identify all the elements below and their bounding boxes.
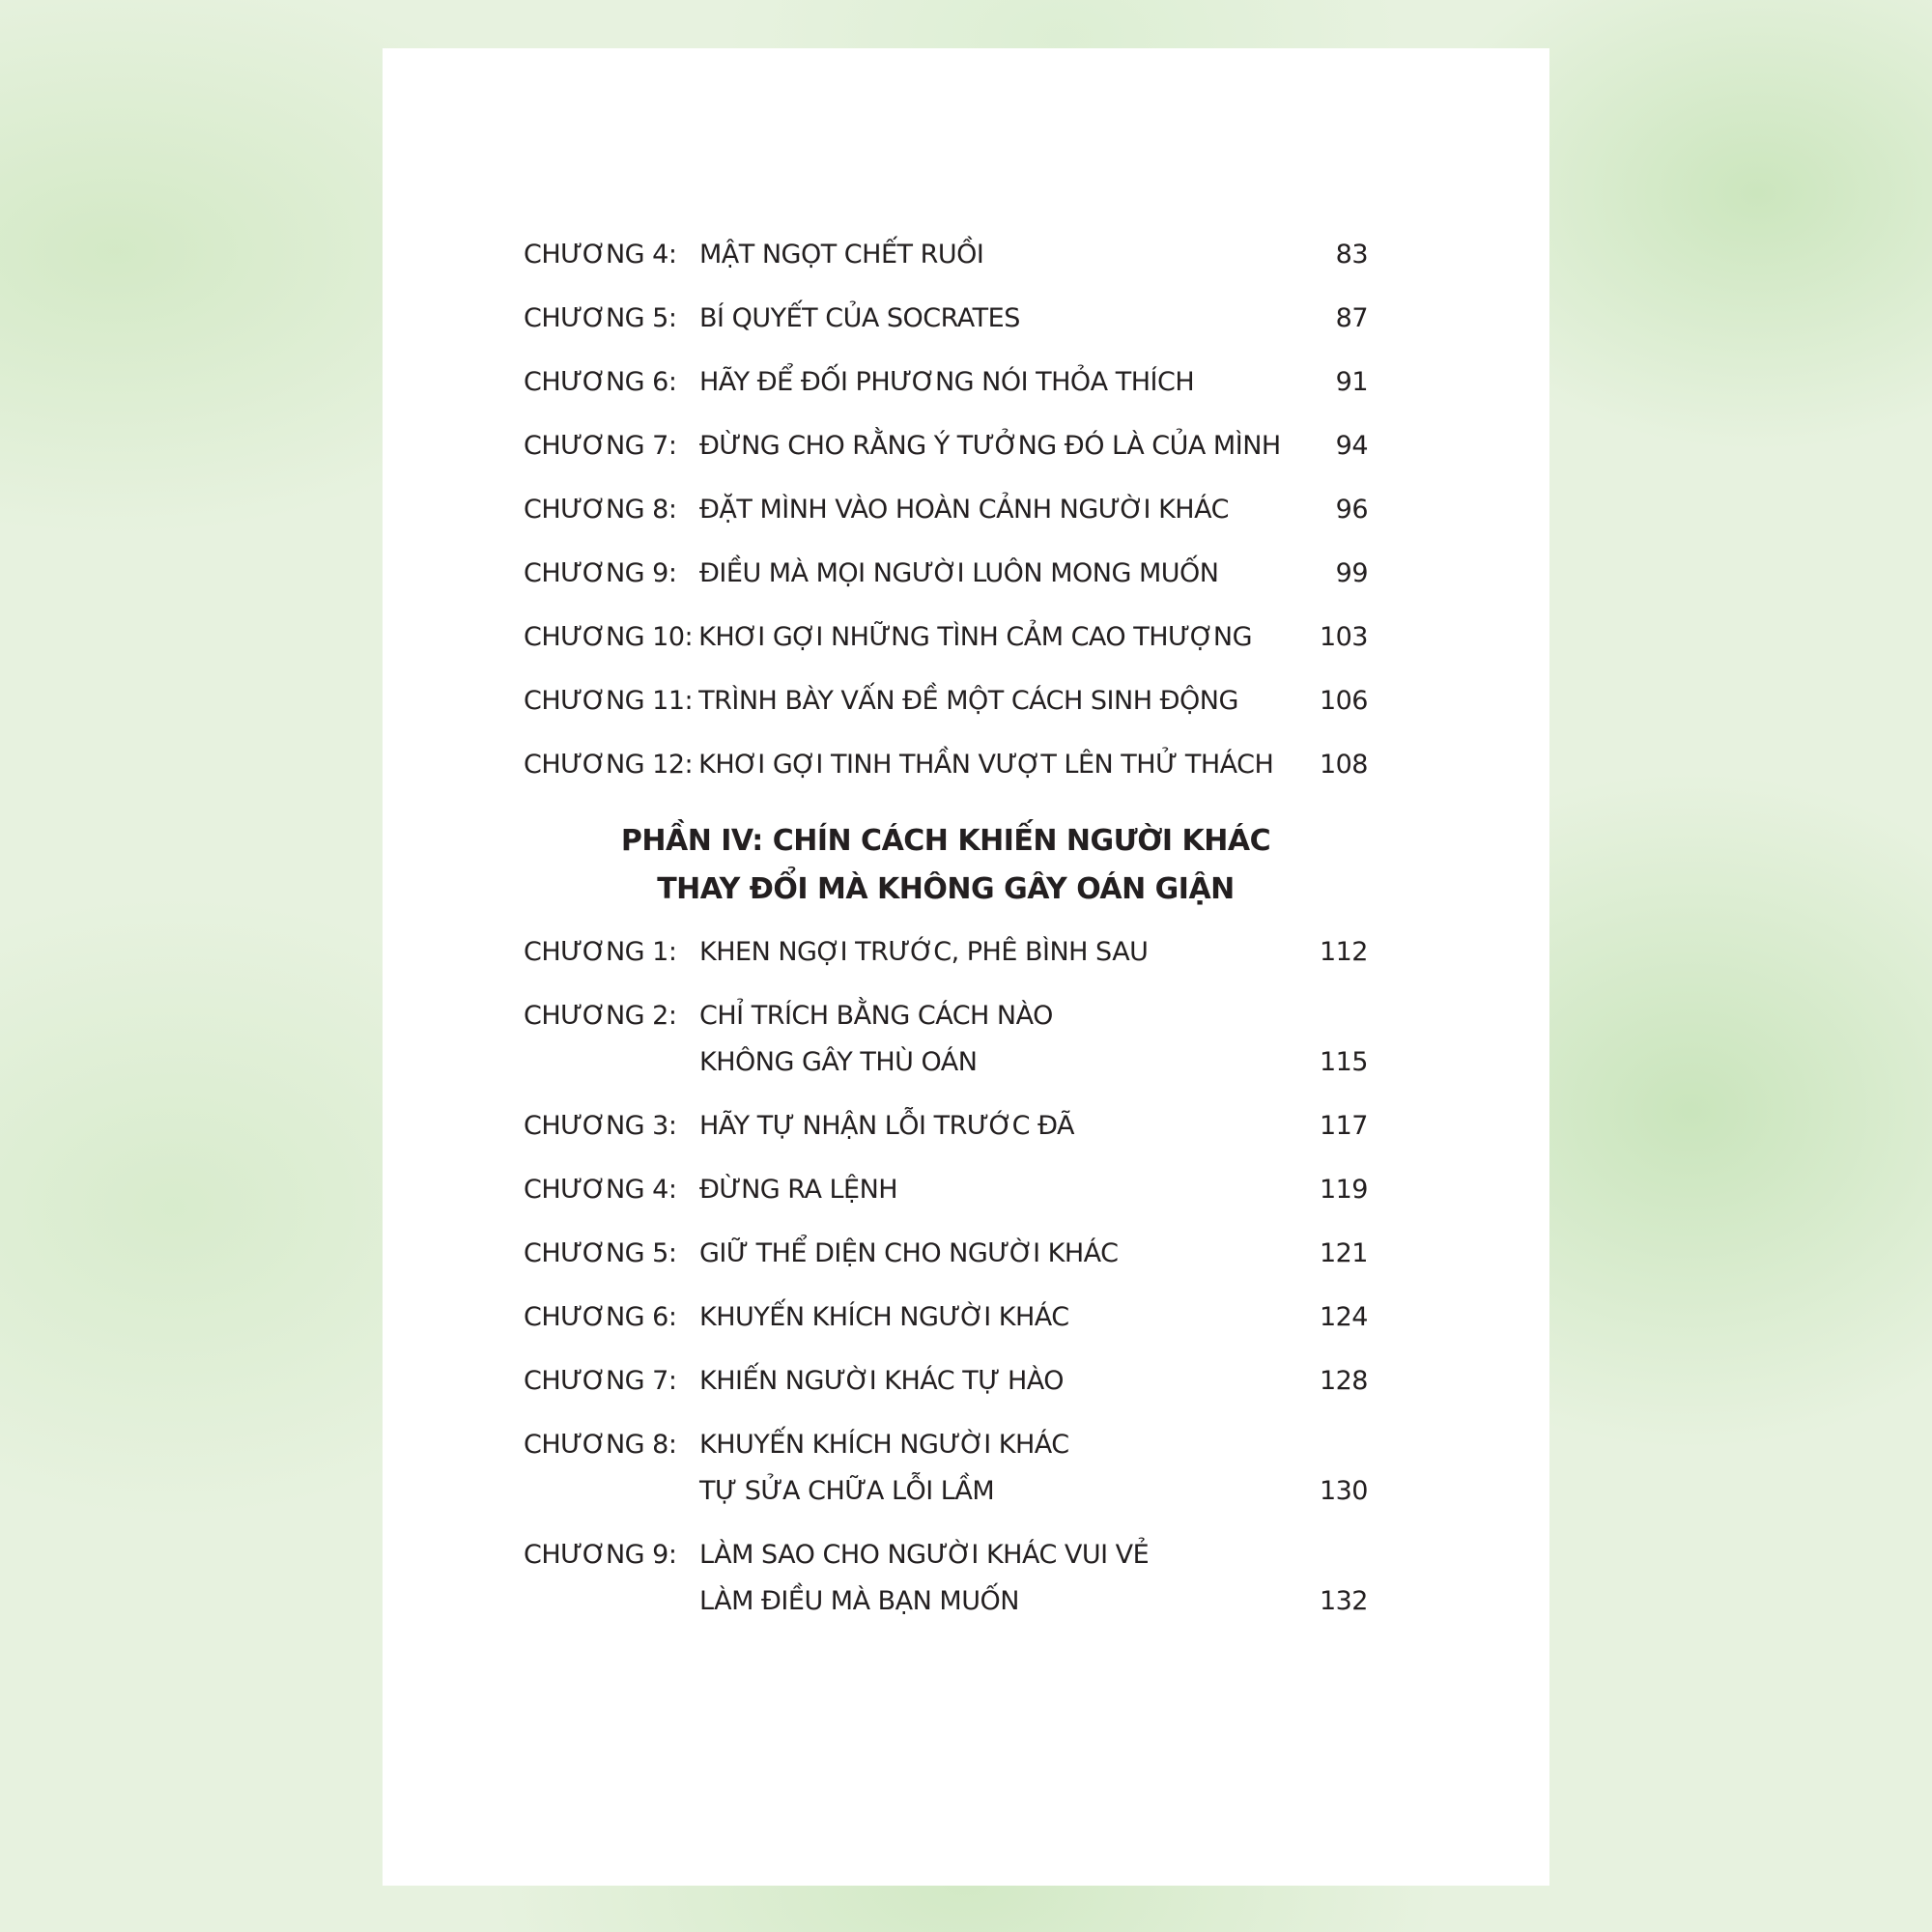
part3-chapter-list — [524, 232, 1368, 788]
chapter-label: CHƯƠNG 9: — [524, 558, 677, 588]
chapter-title-line: ĐẶT MÌNH VÀO HOÀN CẢNH NGƯỜI KHÁC — [699, 495, 1229, 525]
chapter-title-line: LÀM SAO CHO NGƯỜI KHÁC VUI VẺ — [699, 1540, 1150, 1570]
chapter-title-line: TRÌNH BÀY VẤN ĐỀ MỘT CÁCH SINH ĐỘNG — [698, 686, 1238, 716]
chapter-label: CHƯƠNG 10: — [524, 622, 694, 652]
chapter-label: CHƯƠNG 9: — [524, 1540, 677, 1570]
toc-entry — [524, 1358, 1368, 1405]
chapter-title — [699, 929, 1300, 976]
chapter-title-line: HÃY TỰ NHẬN LỖI TRƯỚC ĐÃ — [699, 1111, 1075, 1141]
chapter-label: CHƯƠNG 1: — [524, 937, 677, 967]
page-number: 119 — [1319, 1175, 1368, 1205]
toc-entry — [524, 551, 1368, 597]
chapter-title-line: HÃY ĐỂ ĐỐI PHƯƠNG NÓI THỎA THÍCH — [699, 367, 1195, 397]
chapter-label: CHƯƠNG 3: — [524, 1111, 677, 1141]
chapter-title — [699, 993, 1300, 1086]
chapter-title — [699, 1103, 1300, 1150]
chapter-title-line: TỰ SỬA CHỮA LỖI LẦM — [699, 1476, 995, 1506]
page-number: 83 — [1335, 240, 1368, 270]
page-number: 108 — [1319, 750, 1368, 780]
toc-entry — [524, 296, 1368, 342]
chapter-label: CHƯƠNG 7: — [524, 431, 677, 461]
toc-entry — [524, 1231, 1368, 1277]
part4-heading-line1: PHẦN IV: CHÍN CÁCH KHIẾN NGƯỜI KHÁC — [620, 824, 1271, 858]
page-number: 115 — [1319, 1047, 1368, 1077]
page-number: 87 — [1335, 303, 1368, 333]
chapter-title-line: GIỮ THỂ DIỆN CHO NGƯỜI KHÁC — [699, 1238, 1119, 1268]
toc-entry — [524, 742, 1368, 788]
chapter-title-line: ĐỪNG CHO RẰNG Ý TƯỞNG ĐÓ LÀ CỦA MÌNH — [699, 431, 1281, 461]
toc-entry — [524, 1422, 1368, 1515]
toc-entry — [524, 993, 1368, 1086]
chapter-title-line: LÀM ĐIỀU MÀ BẠN MUỐN — [699, 1586, 1019, 1616]
chapter-title-line: KHÔNG GÂY THÙ OÁN — [699, 1047, 978, 1077]
chapter-title-line: MẬT NGỌT CHẾT RUỒI — [699, 240, 984, 270]
chapter-title-line: CHỈ TRÍCH BẰNG CÁCH NÀO — [699, 1001, 1053, 1031]
chapter-label: CHƯƠNG 12: — [524, 750, 694, 780]
chapter-label: CHƯƠNG 8: — [524, 1430, 677, 1460]
part4-chapter-list — [524, 929, 1368, 1625]
chapter-title-line: ĐIỀU MÀ MỌI NGƯỜI LUÔN MONG MUỐN — [699, 558, 1219, 588]
table-of-contents — [524, 232, 1368, 1642]
chapter-label: CHƯƠNG 2: — [524, 1001, 677, 1031]
toc-entry — [524, 678, 1368, 724]
chapter-label: CHƯƠNG 7: — [524, 1366, 677, 1396]
chapter-label: CHƯƠNG 6: — [524, 367, 677, 397]
chapter-title — [699, 551, 1300, 597]
toc-entry — [524, 359, 1368, 406]
page-number: 106 — [1319, 686, 1368, 716]
page-number: 121 — [1319, 1238, 1368, 1268]
chapter-title — [699, 1167, 1300, 1213]
toc-entry — [524, 232, 1368, 278]
toc-entry — [524, 1103, 1368, 1150]
toc-entry — [524, 1532, 1368, 1625]
chapter-title — [699, 296, 1300, 342]
page-number: 112 — [1319, 937, 1368, 967]
toc-entry — [524, 423, 1368, 469]
chapter-title-line: KHUYẾN KHÍCH NGƯỜI KHÁC — [699, 1302, 1069, 1332]
chapter-title — [698, 678, 1300, 724]
chapter-label: CHƯƠNG 5: — [524, 303, 677, 333]
chapter-title-line: KHƠI GỢI TINH THẦN VƯỢT LÊN THỬ THÁCH — [698, 750, 1274, 780]
chapter-title-line: BÍ QUYẾT CỦA SOCRATES — [699, 303, 1020, 333]
chapter-title — [698, 614, 1300, 661]
toc-entry — [524, 929, 1368, 976]
page-number: 132 — [1319, 1586, 1368, 1616]
chapter-label: CHƯƠNG 5: — [524, 1238, 677, 1268]
chapter-title — [699, 487, 1300, 533]
chapter-label: CHƯƠNG 11: — [524, 686, 694, 716]
book-page — [383, 48, 1549, 1886]
toc-entry — [524, 487, 1368, 533]
page-number: 99 — [1335, 558, 1368, 588]
toc-entry — [524, 1167, 1368, 1213]
page-number: 124 — [1319, 1302, 1368, 1332]
page-number: 94 — [1335, 431, 1368, 461]
chapter-title-line: KHEN NGỢI TRƯỚC, PHÊ BÌNH SAU — [699, 937, 1149, 967]
page-number: 130 — [1319, 1476, 1368, 1506]
chapter-title — [699, 1231, 1300, 1277]
chapter-title — [698, 742, 1300, 788]
chapter-title-line: KHUYẾN KHÍCH NGƯỜI KHÁC — [699, 1430, 1069, 1460]
chapter-title — [699, 423, 1300, 469]
page-number: 96 — [1335, 495, 1368, 525]
chapter-title — [699, 359, 1300, 406]
chapter-label: CHƯƠNG 6: — [524, 1302, 677, 1332]
toc-entry — [524, 614, 1368, 661]
chapter-title — [699, 232, 1300, 278]
toc-entry — [524, 1294, 1368, 1341]
page-number: 128 — [1319, 1366, 1368, 1396]
chapter-title-line: KHƠI GỢI NHỮNG TÌNH CẢM CAO THƯỢNG — [698, 622, 1252, 652]
chapter-title — [699, 1422, 1300, 1515]
chapter-label: CHƯƠNG 4: — [524, 1175, 677, 1205]
page-number: 103 — [1319, 622, 1368, 652]
chapter-title-line: ĐỪNG RA LỆNH — [699, 1175, 898, 1205]
chapter-title — [699, 1294, 1300, 1341]
chapter-title — [699, 1358, 1300, 1405]
chapter-label: CHƯƠNG 8: — [524, 495, 677, 525]
chapter-label: CHƯƠNG 4: — [524, 240, 677, 270]
part4-heading — [524, 817, 1368, 914]
page-number: 91 — [1335, 367, 1368, 397]
chapter-title-line: KHIẾN NGƯỜI KHÁC TỰ HÀO — [699, 1366, 1065, 1396]
chapter-title — [699, 1532, 1300, 1625]
page-number: 117 — [1319, 1111, 1368, 1141]
part4-heading-line2: THAY ĐỔI MÀ KHÔNG GÂY OÁN GIẬN — [657, 872, 1235, 906]
